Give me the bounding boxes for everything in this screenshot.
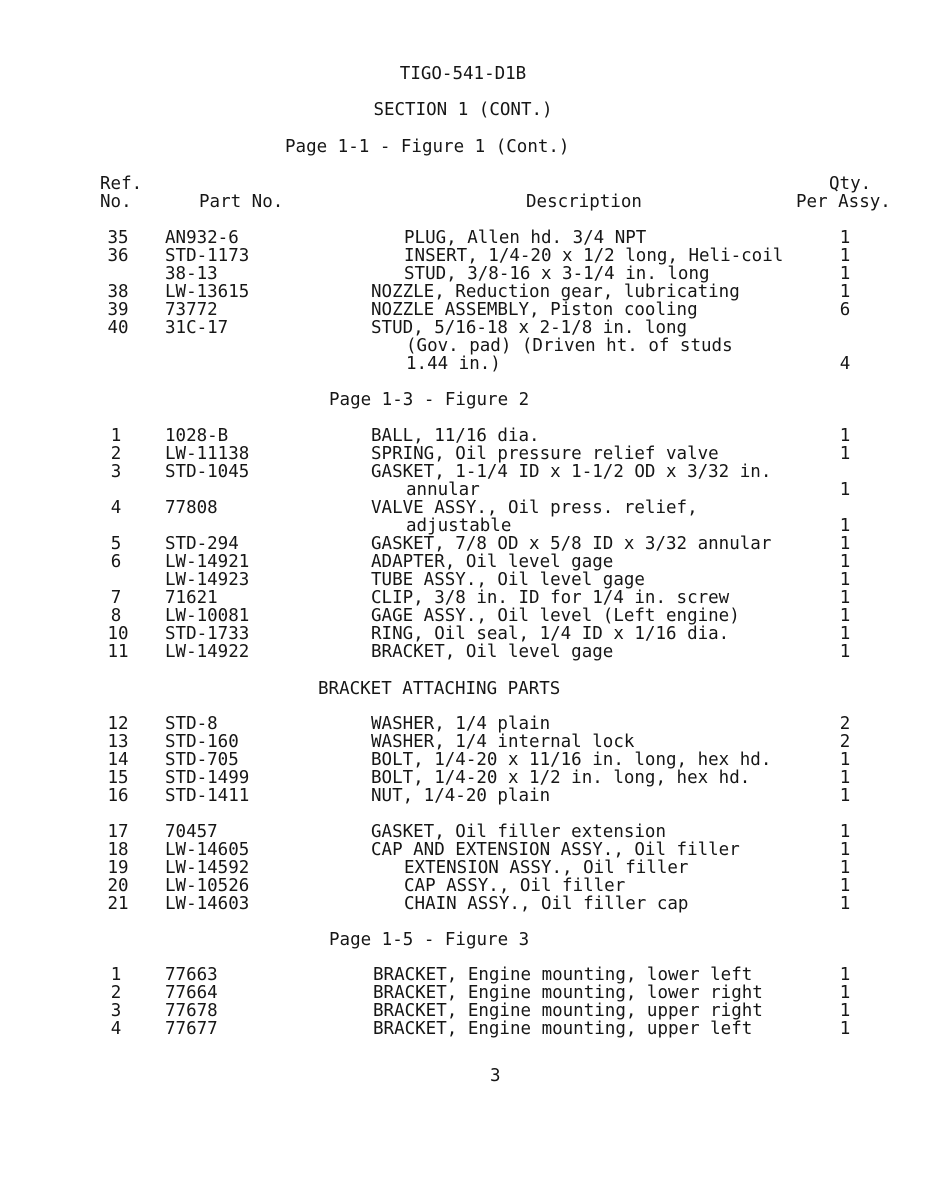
part-description: INSERT, 1/4-20 x 1/2 long, Heli-coil [404,246,784,266]
quantity-per-assembly: 1 [839,876,851,896]
ref-number: 39 [107,300,129,320]
part-number: LW-13615 [165,282,250,302]
quantity-per-assembly: 1 [839,642,851,662]
part-number: LW-14603 [165,894,250,914]
ref-number: 3 [110,462,122,482]
quantity-per-assembly: 1 [839,624,851,644]
ref-number: 7 [110,588,122,608]
part-description: BRACKET, Engine mounting, upper left [373,1019,753,1039]
quantity-per-assembly: 4 [839,354,851,374]
quantity-per-assembly: 1 [839,1019,851,1039]
ref-number: 13 [107,732,129,752]
part-description: STUD, 3/8-16 x 3-1/4 in. long [404,264,710,284]
part-description: BRACKET, Engine mounting, upper right [373,1001,763,1021]
part-number: STD-1045 [165,462,250,482]
ref-number: 15 [107,768,129,788]
part-number: LW-11138 [165,444,250,464]
figure-2-heading: Page 1-3 - Figure 2 [329,390,530,410]
ref-number: 16 [107,786,129,806]
part-description: ADAPTER, Oil level gage [371,552,614,572]
bracket-attaching-parts-heading: BRACKET ATTACHING PARTS [318,679,561,699]
page-number: 3 [490,1066,501,1086]
part-description: CAP AND EXTENSION ASSY., Oil filler [371,840,740,860]
part-description: RING, Oil seal, 1/4 ID x 1/16 dia. [371,624,730,644]
part-description: NOZZLE ASSEMBLY, Piston cooling [371,300,698,320]
part-number: STD-160 [165,732,239,752]
ref-number: 40 [107,318,129,338]
part-number: STD-1733 [165,624,250,644]
ref-number: 11 [107,642,129,662]
column-header-ref-line2: No. [100,192,132,212]
part-description: GASKET, 1-1/4 ID x 1-1/2 OD x 3/32 in. [371,462,772,482]
quantity-per-assembly: 1 [839,768,851,788]
quantity-per-assembly: 1 [839,588,851,608]
ref-number: 21 [107,894,129,914]
part-description: GAGE ASSY., Oil level (Left engine) [371,606,740,626]
part-description: SPRING, Oil pressure relief valve [371,444,719,464]
part-number: 70457 [165,822,218,842]
part-description: BALL, 11/16 dia. [371,426,540,446]
quantity-per-assembly: 1 [839,534,851,554]
part-number: STD-8 [165,714,218,734]
ref-number: 1 [110,965,122,985]
column-header-qty-line2: Per Assy. [796,192,891,212]
part-number: 77664 [165,983,218,1003]
part-number: LW-14922 [165,642,250,662]
quantity-per-assembly: 1 [839,552,851,572]
quantity-per-assembly: 6 [839,300,851,320]
column-header-part-no: Part No. [199,192,284,212]
part-description: VALVE ASSY., Oil press. relief, [371,498,698,518]
quantity-per-assembly: 2 [839,714,851,734]
part-description: CLIP, 3/8 in. ID for 1/4 in. screw [371,588,730,608]
ref-number: 5 [110,534,122,554]
part-number: STD-1499 [165,768,250,788]
part-description: BRACKET, Engine mounting, lower left [373,965,753,985]
part-number: STD-1173 [165,246,250,266]
part-number: 73772 [165,300,218,320]
part-number: AN932-6 [165,228,239,248]
part-number: 77808 [165,498,218,518]
part-number: STD-705 [165,750,239,770]
part-description: PLUG, Allen hd. 3/4 NPT [404,228,647,248]
part-number: 77677 [165,1019,218,1039]
ref-number: 38 [107,282,129,302]
part-number: 1028-B [165,426,229,446]
quantity-per-assembly: 1 [839,840,851,860]
quantity-per-assembly: 1 [839,858,851,878]
part-description: CHAIN ASSY., Oil filler cap [404,894,689,914]
part-number: LW-14592 [165,858,250,878]
ref-number: 2 [110,444,122,464]
part-number: 31C-17 [165,318,229,338]
part-number: LW-10526 [165,876,250,896]
quantity-per-assembly: 1 [839,822,851,842]
quantity-per-assembly: 1 [839,606,851,626]
part-description: BOLT, 1/4-20 x 1/2 in. long, hex hd. [371,768,751,788]
column-header-ref-line1: Ref. [100,174,143,194]
part-number: LW-14921 [165,552,250,572]
ref-number: 14 [107,750,129,770]
part-description-continued: (Gov. pad) (Driven ht. of studs [406,336,733,356]
part-number: 38-13 [165,264,218,284]
quantity-per-assembly: 1 [839,786,851,806]
ref-number: 3 [110,1001,122,1021]
quantity-per-assembly: 1 [839,570,851,590]
ref-number: 19 [107,858,129,878]
part-description: GASKET, 7/8 OD x 5/8 ID x 3/32 annular [371,534,772,554]
quantity-per-assembly: 1 [839,228,851,248]
section-heading: SECTION 1 (CONT.) [373,100,553,120]
quantity-per-assembly: 1 [839,750,851,770]
quantity-per-assembly: 1 [839,894,851,914]
part-number: STD-294 [165,534,239,554]
ref-number: 20 [107,876,129,896]
part-description: BRACKET, Engine mounting, lower right [373,983,763,1003]
quantity-per-assembly: 1 [839,965,851,985]
column-header-qty-line1: Qty. [829,174,872,194]
part-description: WASHER, 1/4 plain [371,714,551,734]
part-description: BOLT, 1/4-20 x 11/16 in. long, hex hd. [371,750,772,770]
quantity-per-assembly: 1 [839,264,851,284]
part-number: 77663 [165,965,218,985]
part-description: GASKET, Oil filler extension [371,822,667,842]
part-number: STD-1411 [165,786,250,806]
ref-number: 8 [110,606,122,626]
part-number: 71621 [165,588,218,608]
part-description: EXTENSION ASSY., Oil filler [404,858,689,878]
quantity-per-assembly: 1 [839,246,851,266]
figure-1-heading: Page 1-1 - Figure 1 (Cont.) [285,137,570,157]
quantity-per-assembly: 1 [839,516,851,536]
part-description-continued: adjustable [406,516,512,536]
ref-number: 12 [107,714,129,734]
ref-number: 35 [107,228,129,248]
part-description: STUD, 5/16-18 x 2-1/8 in. long [371,318,688,338]
document-id: TIGO-541-D1B [399,64,527,84]
part-number: LW-14923 [165,570,250,590]
part-description: TUBE ASSY., Oil level gage [371,570,645,590]
ref-number: 2 [110,983,122,1003]
quantity-per-assembly: 1 [839,444,851,464]
quantity-per-assembly: 1 [839,282,851,302]
quantity-per-assembly: 1 [839,480,851,500]
quantity-per-assembly: 1 [839,983,851,1003]
ref-number: 36 [107,246,129,266]
ref-number: 4 [110,1019,122,1039]
column-header-description: Description [526,192,642,212]
ref-number: 17 [107,822,129,842]
figure-3-heading: Page 1-5 - Figure 3 [329,930,530,950]
part-number: LW-14605 [165,840,250,860]
quantity-per-assembly: 2 [839,732,851,752]
ref-number: 18 [107,840,129,860]
part-number: LW-10081 [165,606,250,626]
part-description: BRACKET, Oil level gage [371,642,614,662]
part-description-continued: annular [406,480,480,500]
part-description-continued: 1.44 in.) [406,354,501,374]
part-number: 77678 [165,1001,218,1021]
ref-number: 4 [110,498,122,518]
quantity-per-assembly: 1 [839,1001,851,1021]
ref-number: 10 [107,624,129,644]
ref-number: 1 [110,426,122,446]
part-description: NUT, 1/4-20 plain [371,786,551,806]
part-description: NOZZLE, Reduction gear, lubricating [371,282,740,302]
quantity-per-assembly: 1 [839,426,851,446]
ref-number: 6 [110,552,122,572]
part-description: CAP ASSY., Oil filler [404,876,626,896]
part-description: WASHER, 1/4 internal lock [371,732,635,752]
